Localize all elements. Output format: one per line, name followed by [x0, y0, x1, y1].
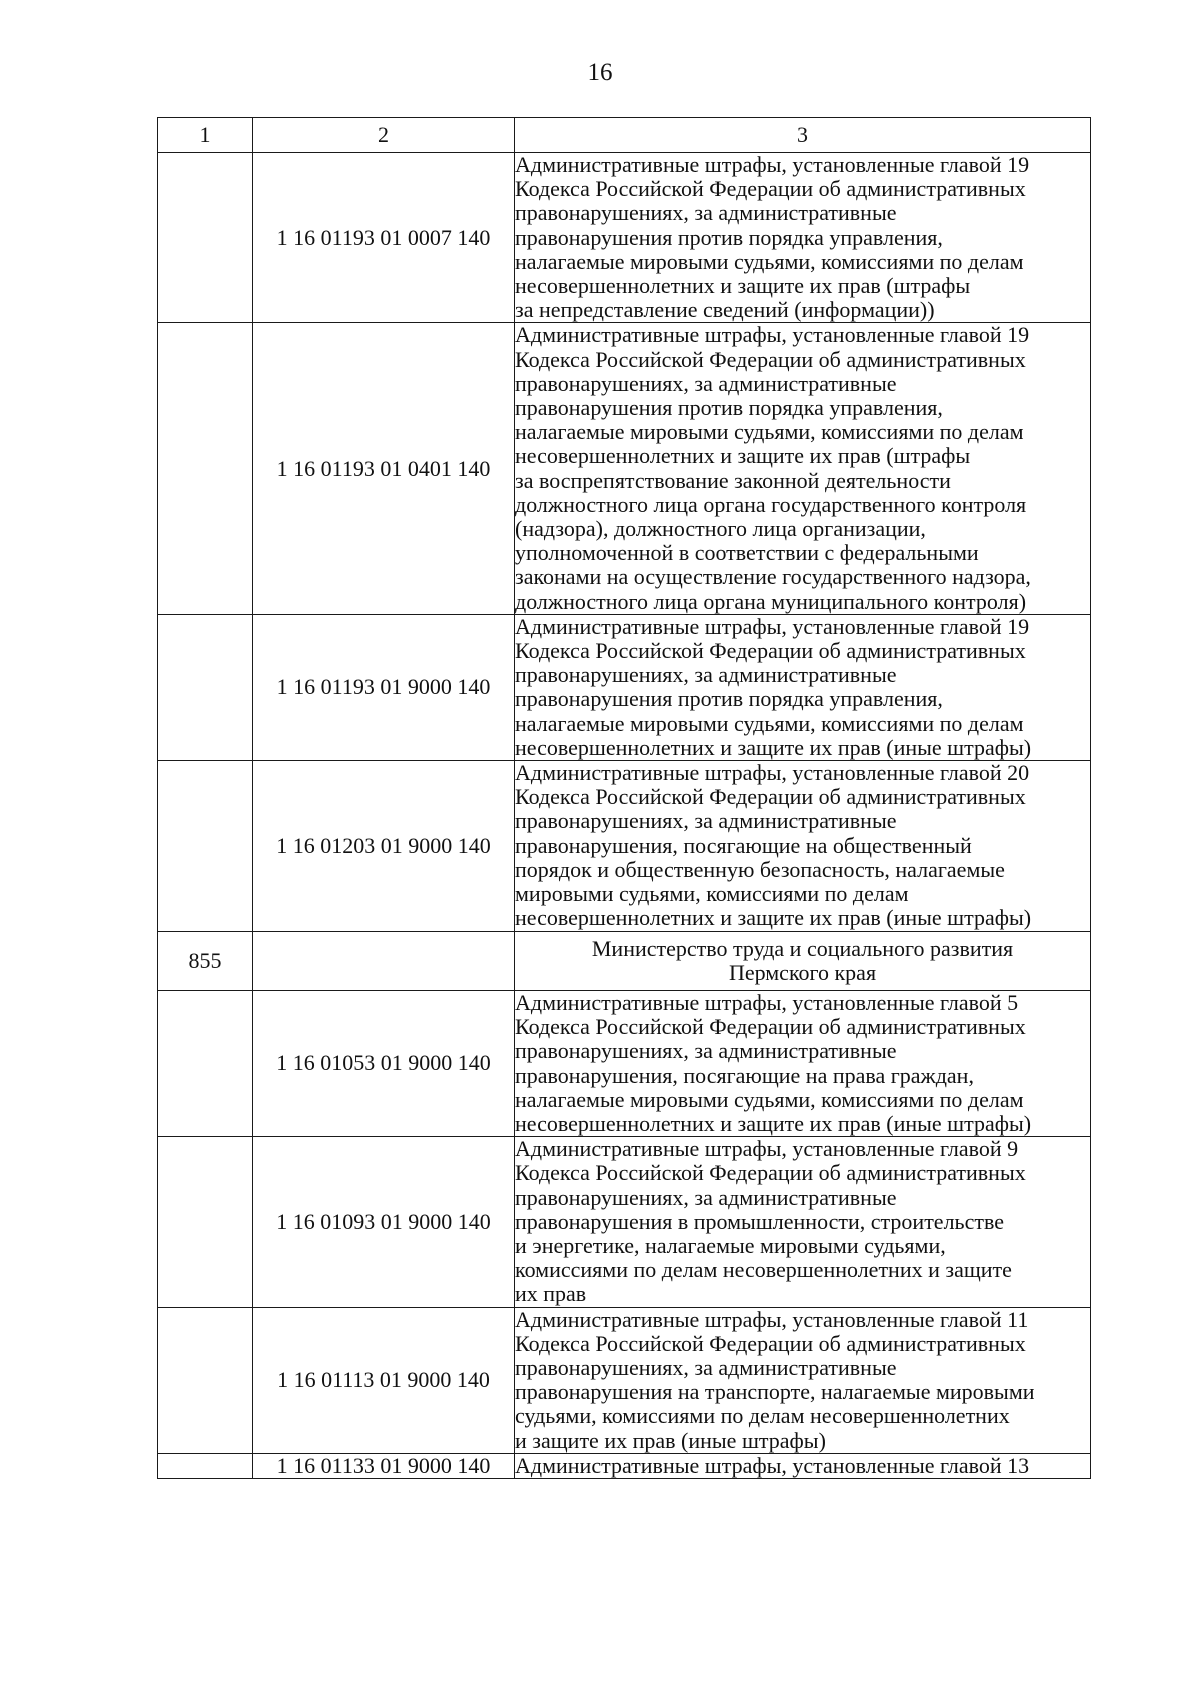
description-cell	[515, 1307, 1091, 1453]
column-header-3: 3	[515, 118, 1091, 153]
description-line: порядок и общественную безопасность, налагаемые	[515, 856, 1005, 882]
section-code-cell	[158, 153, 253, 323]
description-line: Кодекса Российской Федерации об административных	[515, 176, 1026, 202]
description-line: правонарушения на транспорте, налагаемые мировыми	[515, 1379, 1035, 1405]
description-line: правонарушениях, за административные	[515, 1354, 897, 1380]
table-body	[158, 153, 1091, 1479]
description-line: налагаемые мировыми судьями, комиссиями по делам	[515, 710, 1024, 736]
description-line: правонарушениях, за административные	[515, 1184, 897, 1210]
budget-code-cell: 1 16 01133 01 9000 140	[253, 1453, 515, 1478]
description-line: Административные штрафы, установленные главой 11	[515, 1306, 1029, 1332]
budget-code-cell: 1 16 01113 01 9000 140	[253, 1307, 515, 1453]
description-cell	[515, 153, 1091, 323]
description-line: налагаемые мировыми судьями, комиссиями по делам	[515, 1086, 1024, 1112]
description-line: Административные штрафы, установленные главой 19	[515, 322, 1030, 348]
description-line: Кодекса Российской Федерации об административных	[515, 1160, 1026, 1186]
description-line: мировыми судьями, комиссиями по делам	[515, 881, 909, 907]
description-line: правонарушениях, за административные	[515, 200, 897, 226]
description-line: Кодекса Российской Федерации об административных	[515, 346, 1026, 372]
description-line: правонарушениях, за административные	[515, 1038, 897, 1064]
section-code-cell	[158, 1137, 253, 1307]
description-line: Кодекса Российской Федерации об административных	[515, 1330, 1026, 1356]
section-code-cell	[158, 323, 253, 614]
description-line: (надзора), должностного лица организации,	[515, 516, 926, 542]
section-code-cell	[158, 1307, 253, 1453]
description-line: их прав	[515, 1281, 587, 1307]
description-line: Кодекса Российской Федерации об административных	[515, 784, 1026, 810]
description-line: правонарушениях, за административные	[515, 808, 897, 834]
description-cell	[515, 990, 1091, 1136]
description-cell	[515, 931, 1091, 990]
description-line: Министерство труда и социального развития	[591, 935, 1014, 961]
description-line: Административные штрафы, установленные главой 19	[515, 152, 1030, 177]
table-row	[158, 323, 1091, 614]
description-line: правонарушения против порядка управления,	[515, 224, 943, 250]
table-row	[158, 1453, 1091, 1478]
description-line: Административные штрафы, установленные главой 9	[515, 1136, 1019, 1162]
description-line: налагаемые мировыми судьями, комиссиями по делам	[515, 419, 1024, 445]
description-line: законами на осуществление государственного надзора,	[515, 564, 1031, 590]
description-line: за воспрепятствование законной деятельности	[515, 467, 951, 493]
description-line: и энергетике, налагаемые мировыми судьями,	[515, 1232, 946, 1258]
section-code-cell: 855	[158, 931, 253, 990]
description-line: правонарушения против порядка управления,	[515, 395, 943, 421]
table-row	[158, 153, 1091, 323]
table-row	[158, 1307, 1091, 1453]
table-row	[158, 990, 1091, 1136]
description-line: Административные штрафы, установленные главой 13	[515, 1452, 1030, 1478]
description-line: несовершеннолетних и защите их прав (иные штрафы)	[515, 905, 1032, 931]
description-line: Административные штрафы, установленные главой 5	[515, 989, 1019, 1015]
description-line: Кодекса Российской Федерации об административных	[515, 638, 1026, 664]
description-cell	[515, 323, 1091, 614]
table-header	[158, 118, 1091, 153]
section-code-cell	[158, 990, 253, 1136]
description-line: правонарушениях, за административные	[515, 370, 897, 396]
description-cell	[515, 614, 1091, 760]
column-header-1: 1	[158, 118, 253, 153]
description-cell	[515, 761, 1091, 931]
description-line: Пермского края	[728, 959, 877, 985]
section-code-cell	[158, 614, 253, 760]
table-header-row	[158, 118, 1091, 153]
description-line: правонарушения, посягающие на общественный	[515, 832, 972, 858]
description-line: несовершеннолетних и защите их прав (иные штрафы)	[515, 1110, 1032, 1136]
table-row	[158, 931, 1091, 990]
table-row	[158, 1137, 1091, 1307]
budget-code-cell: 1 16 01193 01 0007 140	[253, 153, 515, 323]
description-line: и защите их прав (иные штрафы)	[515, 1427, 826, 1453]
description-line: Кодекса Российской Федерации об административных	[515, 1014, 1026, 1040]
budget-code-cell: 1 16 01193 01 9000 140	[253, 614, 515, 760]
description-line: несовершеннолетних и защите их прав (иные штрафы)	[515, 734, 1032, 760]
table-row	[158, 761, 1091, 931]
section-code-cell	[158, 761, 253, 931]
description-line: за непредставление сведений (информации))	[515, 297, 935, 323]
description-cell	[515, 1453, 1091, 1478]
description-line: должностного лица органа государственного контроля	[515, 491, 1027, 517]
budget-code-cell: 1 16 01203 01 9000 140	[253, 761, 515, 931]
codes-table	[157, 117, 1091, 1479]
section-code-cell	[158, 1453, 253, 1478]
description-line: правонарушения в промышленности, строительстве	[515, 1208, 1004, 1234]
page-number: 16	[587, 59, 613, 86]
description-line: должностного лица органа муниципального контроля)	[515, 588, 1027, 614]
description-line: правонарушениях, за административные	[515, 662, 897, 688]
table-row	[158, 614, 1091, 760]
description-line: судьями, комиссиями по делам несовершеннолетних	[515, 1403, 1010, 1429]
budget-code-cell: 1 16 01193 01 0401 140	[253, 323, 515, 614]
description-line: несовершеннолетних и защите их прав (штрафы	[515, 273, 971, 299]
description-line: Административные штрафы, установленные главой 19	[515, 613, 1030, 639]
description-line: налагаемые мировыми судьями, комиссиями по делам	[515, 248, 1024, 274]
description-line: комиссиями по делам несовершеннолетних и защите	[515, 1257, 1012, 1283]
description-line: уполномоченной в соответствии с федеральными	[515, 540, 979, 566]
budget-code-cell: 1 16 01053 01 9000 140	[253, 990, 515, 1136]
budget-code-cell: 1 16 01093 01 9000 140	[253, 1137, 515, 1307]
column-header-2: 2	[253, 118, 515, 153]
description-line: Административные штрафы, установленные главой 20	[515, 760, 1030, 786]
description-cell	[515, 1137, 1091, 1307]
budget-code-cell	[253, 931, 515, 990]
description-line: правонарушения, посягающие на права граждан,	[515, 1062, 974, 1088]
description-line: несовершеннолетних и защите их прав (штрафы	[515, 443, 971, 469]
description-line: правонарушения против порядка управления,	[515, 686, 943, 712]
